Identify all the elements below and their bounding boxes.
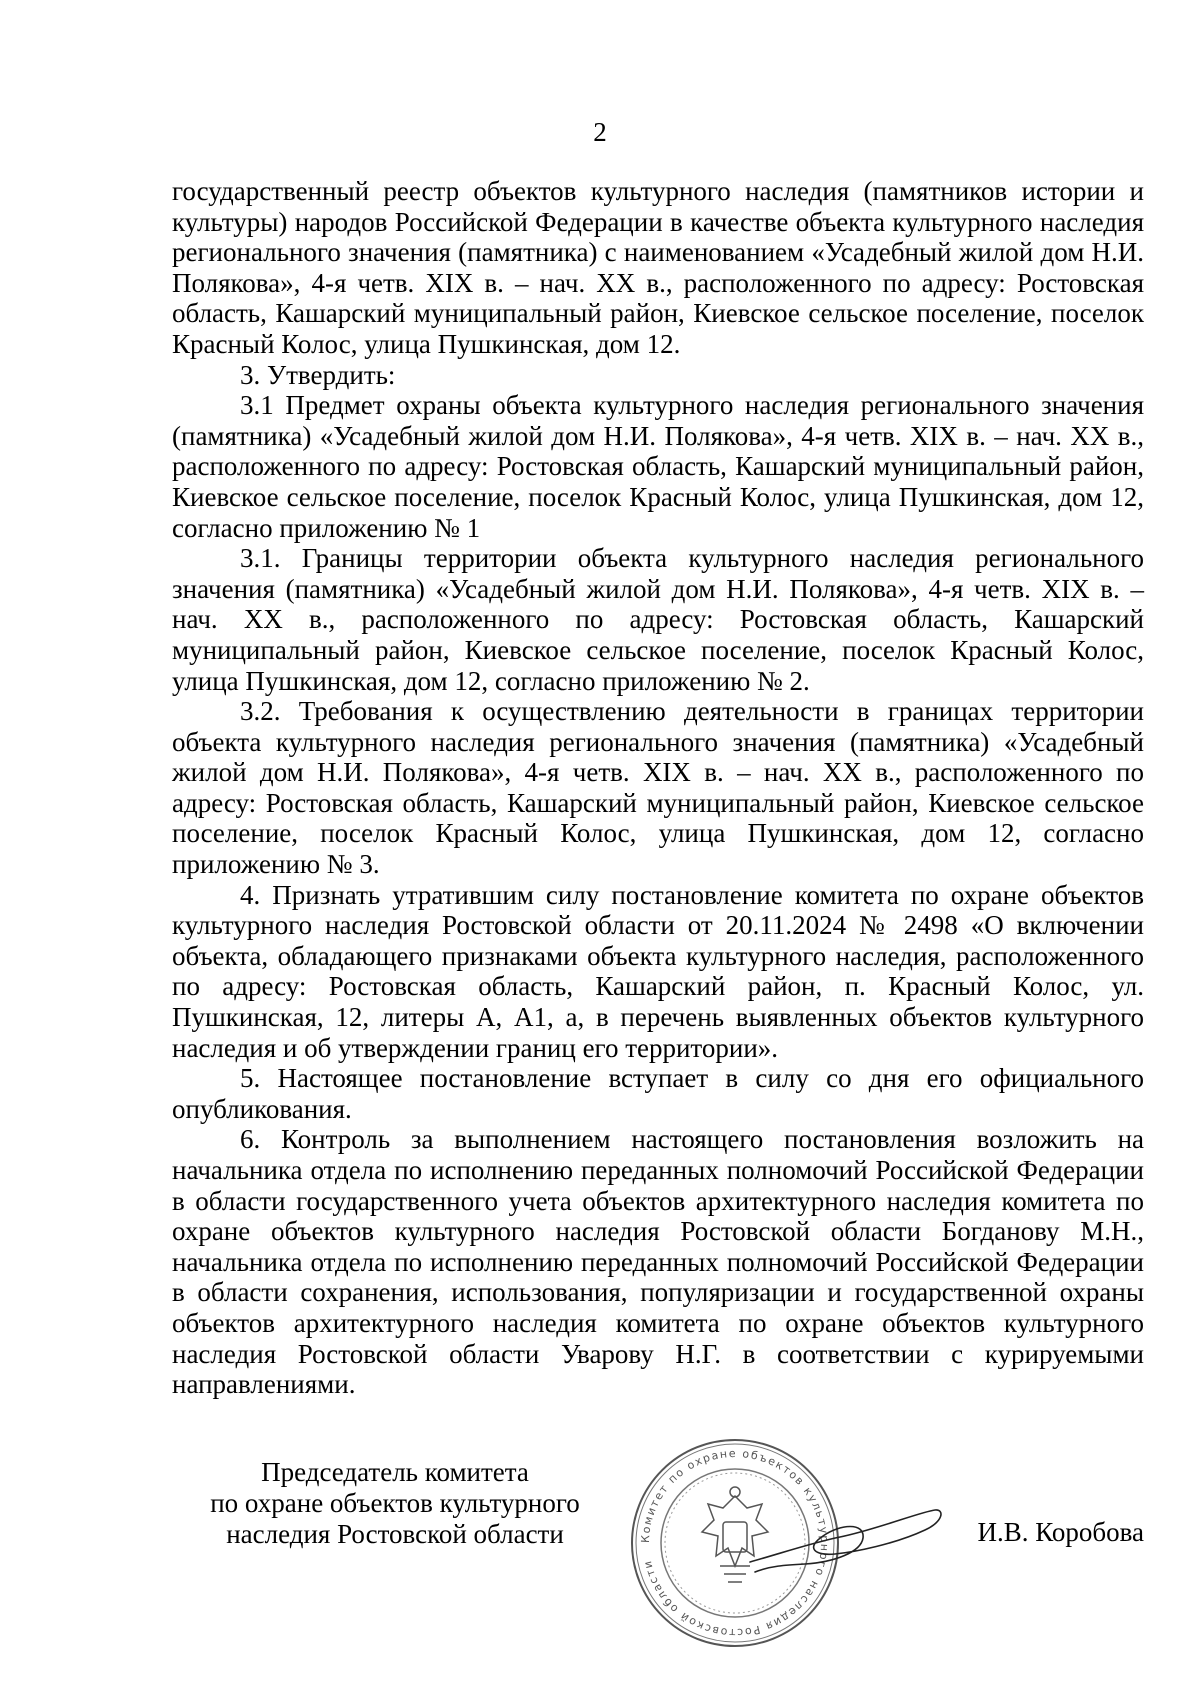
page-number: 2: [593, 117, 607, 147]
signatory-title-line-1: Председатель комитета: [261, 1457, 529, 1487]
signatory-title-line-2: по охране объектов культурного: [210, 1488, 580, 1518]
paragraph-6: 4. Признать утратившим силу постановление комитета по охране объектов культурного наследия Ростовской области от 20.11.2024 № 2498 «О включении объекта, обладающего признаками объекта культурного наследия, расположенного по адресу: Ростовская область, Кашарский район, п. Красный Колос, ул. Пушкинская, 12, литеры А, А1, а, в перечень выявленных объектов культурного наследия и об утверждении границ его территории».: [172, 879, 1144, 1063]
signatory-title: [170, 1457, 620, 1550]
paragraph-2: 3. Утвердить:: [240, 359, 396, 390]
signatory-title-line-3: наследия Ростовской области: [226, 1519, 564, 1549]
paragraph-8: 6. Контроль за выполнением настоящего постановления возложить на начальника отдела по исполнению переданных полномочий Российской Федерации в области государственного учета объектов архитектурного наследия комитета по охране объектов культурного наследия Ростовской области Богданову М.Н., начальника отдела по исполнению переданных полномочий Российской Федерации в области сохранения, использования, популяризации и государственной охраны объектов архитектурного наследия комитета по охране объектов культурного наследия Ростовской области Уварову Н.Г. в соответствии с курируемыми направлениями.: [172, 1124, 1144, 1400]
paragraph-3: 3.1 Предмет охраны объекта культурного наследия регионального значения (памятника) «Усадебный жилой дом Н.И. Полякова», 4-я четв. XIX в. – нач. XX в., расположенного по адресу: Ростовская область, Кашарский муниципальный район, Киевское сельское поселение, поселок Красный Колос, улица Пушкинская, дом 12, согласно приложению № 1: [172, 390, 1144, 543]
paragraph-4: 3.1. Границы территории объекта культурного наследия регионального значения (памятника) «Усадебный жилой дом Н.И. Полякова», 4-я четв. XIX в. – нач. XX в., расположенного по адресу: Ростовская область, Кашарский муниципальный район, Киевское сельское поселение, поселок Красный Колос, улица Пушкинская, дом 12, согласно приложению № 2.: [172, 543, 1144, 696]
svg-text:Комитет по охране объектов кул: Комитет по охране объектов культурного наследия Ростовской области: [638, 1446, 832, 1640]
paragraph-5: 3.2. Требования к осуществлению деятельности в границах территории объекта культурного наследия регионального значения (памятника) «Усадебный жилой дом Н.И. Полякова», 4-я четв. XIX в. – нач. XX в., расположенного по адресу: Ростовская область, Кашарский муниципальный район, Киевское сельское поселение, поселок Красный Колос, улица Пушкинская, дом 12, согласно приложению № 3.: [172, 696, 1144, 880]
paragraph-7: 5. Настоящее постановление вступает в силу со дня его официального опубликования.: [172, 1063, 1144, 1124]
paragraph-1: государственный реестр объектов культурного наследия (памятников истории и культуры) народов Российской Федерации в качестве объекта культурного наследия регионального значения (памятника) с наименованием «Усадебный жилой дом Н.И. Полякова», 4-я четв. XIX в. – нач. XX в., расположенного по адресу: Ростовская область, Кашарский муниципальный район, Киевское сельское поселение, поселок Красный Колос, улица Пушкинская, дом 12.: [172, 176, 1144, 359]
signatory-name: И.В. Коробова: [977, 1517, 1144, 1547]
